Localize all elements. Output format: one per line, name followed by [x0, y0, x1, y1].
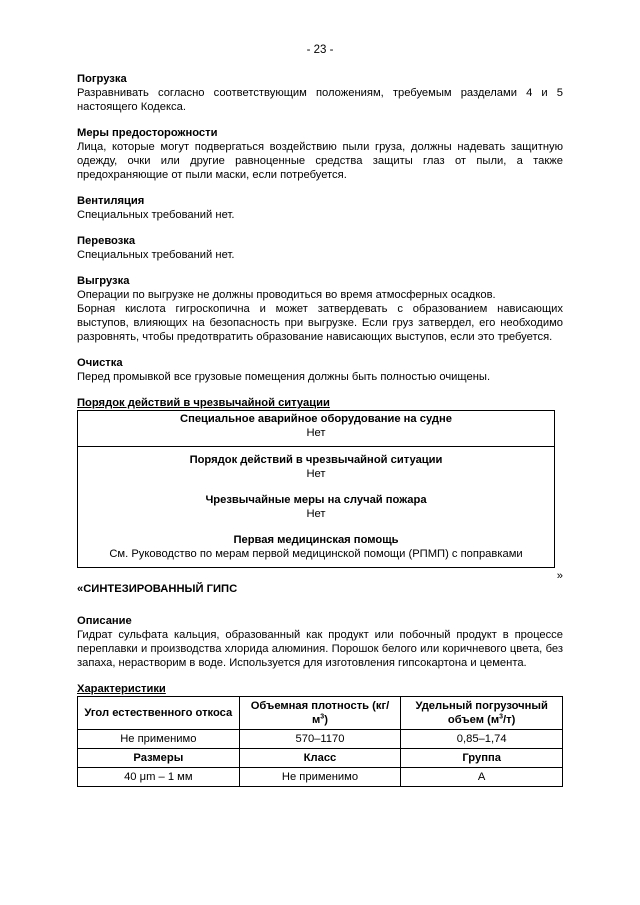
fire-heading: Чрезвычайные меры на случай пожара	[205, 494, 427, 506]
emergency-procedures-cell	[78, 447, 554, 567]
emergency-equipment-heading: Специальное аварийное оборудование на судне	[179, 413, 453, 425]
table-header-cell: Размеры	[78, 749, 240, 768]
section-text: Борная кислота гигроскопична и может затвердевать с образованием нависающих выступов, влияющих на безопасность при выгрузке. Если груз затвердел, его необходимо разровнять, чтобы предотвратить образование нависающих выступов, если это требуется.	[77, 303, 563, 343]
page-number: - 23 -	[306, 44, 334, 56]
emergency-procedures-heading: Порядок действий в чрезвычайной ситуации	[189, 454, 443, 466]
table-row	[78, 768, 563, 787]
section-text: Специальных требований нет.	[77, 249, 235, 261]
table-header-cell: Класс	[239, 749, 401, 768]
characteristics-table	[77, 696, 563, 787]
emergency-equipment-value: Нет	[306, 427, 326, 439]
table-cell: 0,85–1,74	[401, 730, 563, 749]
table-header-cell: Объемная плотность $(кг/м^3)$	[239, 697, 401, 730]
section-heading: Очистка	[77, 357, 123, 369]
section-text: Специальных требований нет.	[77, 209, 235, 221]
section-description	[77, 614, 563, 670]
section-heading: Вентиляция	[77, 195, 145, 207]
section-heading: Выгрузка	[77, 275, 130, 287]
emergency-procedures-value: Нет	[306, 468, 326, 480]
medical-value: См. Руководство по мерам первой медицинской помощи (РПМП) с поправками	[109, 548, 523, 560]
section-heading: Перевозка	[77, 235, 136, 247]
description-text: Гидрат сульфата кальция, образованный как продукт или побочный продукт в процессе переплавки и производства хлорида алюминия. Порошок белого или коричневого цвета, без запаха, нерастворим в воде. Используется для изготовления гипсокартона и цемента.	[77, 629, 563, 669]
table-header-cell: Угол естественного откоса	[78, 697, 240, 730]
characteristics-title: Характеристики	[77, 683, 166, 695]
section-text: Операции по выгрузке не должны проводиться во время атмосферных осадков.	[77, 289, 496, 301]
table-cell: A	[401, 768, 563, 787]
emergency-box	[77, 410, 555, 568]
section-precautions	[77, 126, 563, 182]
section-carriage	[77, 234, 563, 262]
section-clean-up	[77, 356, 563, 384]
table-row	[78, 730, 563, 749]
section-heading: Меры предосторожности	[77, 127, 218, 139]
section-text: Разравнивать согласно соответствующим положениям, требуемым разделами 4 и 5 настоящего Кодекса.	[77, 87, 563, 113]
page-content	[77, 72, 563, 787]
section-loading	[77, 72, 563, 114]
table-cell: 40 μm – 1 мм	[78, 768, 240, 787]
section-heading: Описание	[77, 615, 132, 627]
section-ventilation	[77, 194, 563, 222]
closing-quote: »	[556, 570, 563, 582]
emergency-title: Порядок действий в чрезвычайной ситуации	[77, 397, 330, 409]
cargo-name: «СИНТЕЗИРОВАННЫЙ ГИПС	[77, 583, 238, 595]
fire-value: Нет	[306, 508, 326, 520]
table-cell: Не применимо	[78, 730, 240, 749]
section-text: Лица, которые могут подвергаться воздействию пыли груза, должны надевать защитную одежду, очки или другие равноценные средства защиты глаз от пыли, а также предохраняющие от пыли маски, если потребуется.	[77, 141, 563, 181]
section-discharge	[77, 274, 563, 344]
table-cell: 570–1170	[239, 730, 401, 749]
table-header-cell: Удельный погрузочный объем $(м^3/т)$	[401, 697, 563, 730]
emergency-equipment-cell	[78, 411, 554, 447]
table-row	[78, 749, 563, 768]
table-header-cell: Группа	[401, 749, 563, 768]
table-row	[78, 697, 563, 730]
medical-heading: Первая медицинская помощь	[233, 534, 399, 546]
section-heading: Погрузка	[77, 73, 127, 85]
table-cell: Не применимо	[239, 768, 401, 787]
section-text: Перед промывкой все грузовые помещения должны быть полностью очищены.	[77, 371, 491, 383]
